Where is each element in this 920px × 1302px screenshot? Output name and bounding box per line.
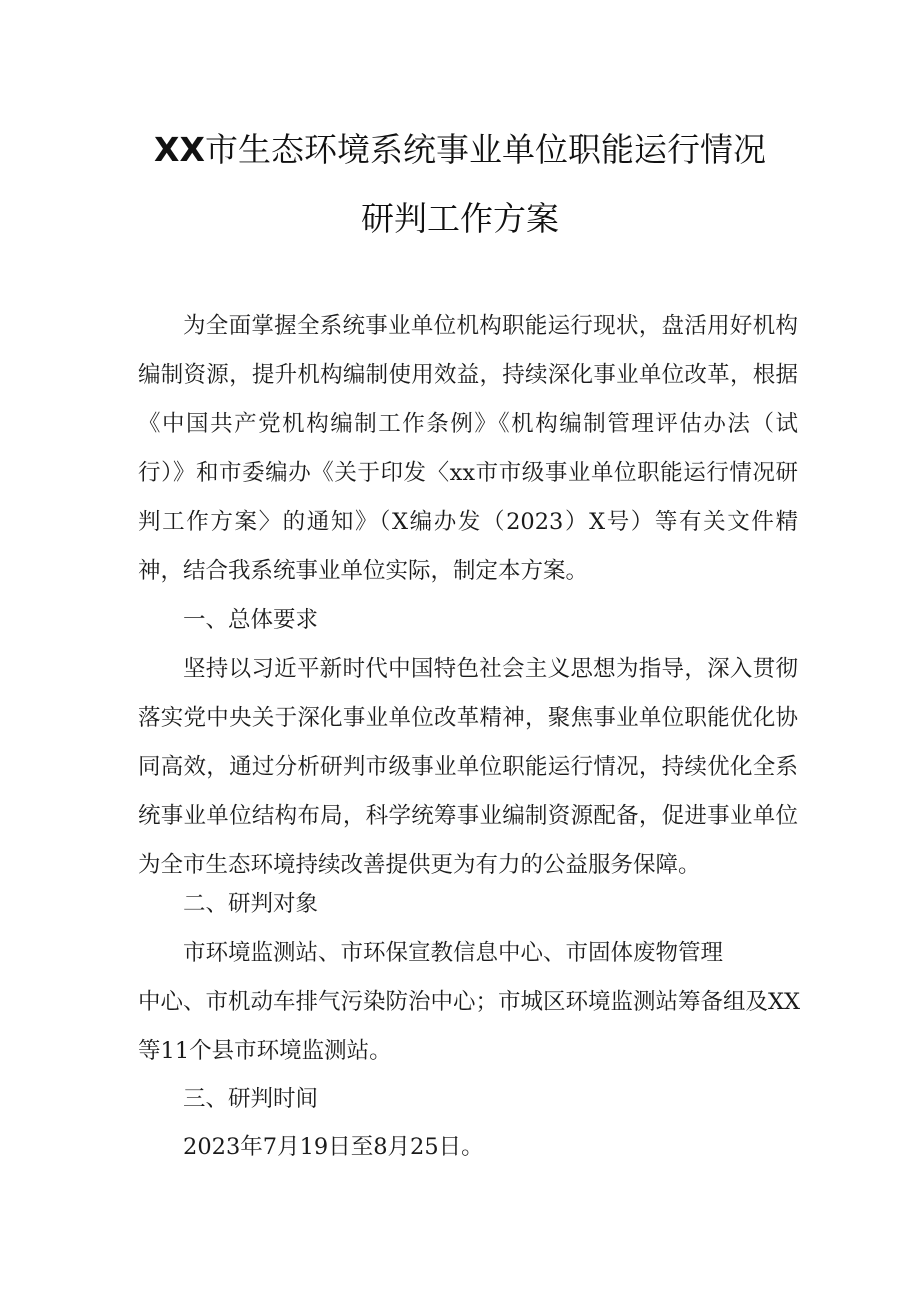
section-body-line: 市环境监测站、市环保宣教信息中心、市固体废物管理 <box>183 940 724 966</box>
intro-paragraph-block <box>138 302 798 596</box>
section-3-heading-block <box>138 1075 798 1124</box>
title-main: 市生态环境系统事业单位职能运行情况 <box>204 130 766 169</box>
document-title-line-2: 研判工作方案 <box>361 199 559 238</box>
section-1-heading-block <box>138 596 798 645</box>
section-heading: 二、研判对象 <box>183 891 319 917</box>
section-heading: 一、总体要求 <box>183 607 319 633</box>
section-body-line: 中心、市机动车排气污染防治中心；市城区环境监测站筹备组及XX <box>138 989 801 1015</box>
intro-paragraph: 为全面掌握全系统事业单位机构职能运行现状，盘活用好机构编制资源，提升机构编制使用效益，持续深化事业单位改革，根据《中国共产党机构编制工作条例》《机构编制管理评估办法（试行）》和市委编办《关于印发〈xx市市级事业单位职能运行情况研判工作方案〉的通知》（X编办发（2023）X号）等有关文件精神，结合我系统事业单位实际，制定本方案。 <box>138 313 798 584</box>
section-2-body-block <box>138 929 801 1076</box>
section-3-body-block <box>138 1123 798 1172</box>
title-prefix: XX <box>154 130 205 169</box>
section-body: 坚持以习近平新时代中国特色社会主义思想为指导，深入贯彻落实党中央关于深化事业单位改革精神，聚焦事业单位职能优化协同高效，通过分析研判市级事业单位职能运行情况，持续优化全系统事业单位结构布局，科学统筹事业编制资源配备，促进事业单位为全市生态环境持续改善提供更为有力的公益服务保障。 <box>138 656 798 878</box>
section-2-heading-block <box>138 880 798 929</box>
section-heading: 三、研判时间 <box>183 1086 319 1112</box>
section-1-body-block <box>138 645 798 890</box>
section-body-line: 等11个县市环境监测站。 <box>138 1038 392 1064</box>
section-body: 2023年7月19日至8月25日。 <box>183 1134 484 1160</box>
document-title-line-1 <box>0 130 920 170</box>
